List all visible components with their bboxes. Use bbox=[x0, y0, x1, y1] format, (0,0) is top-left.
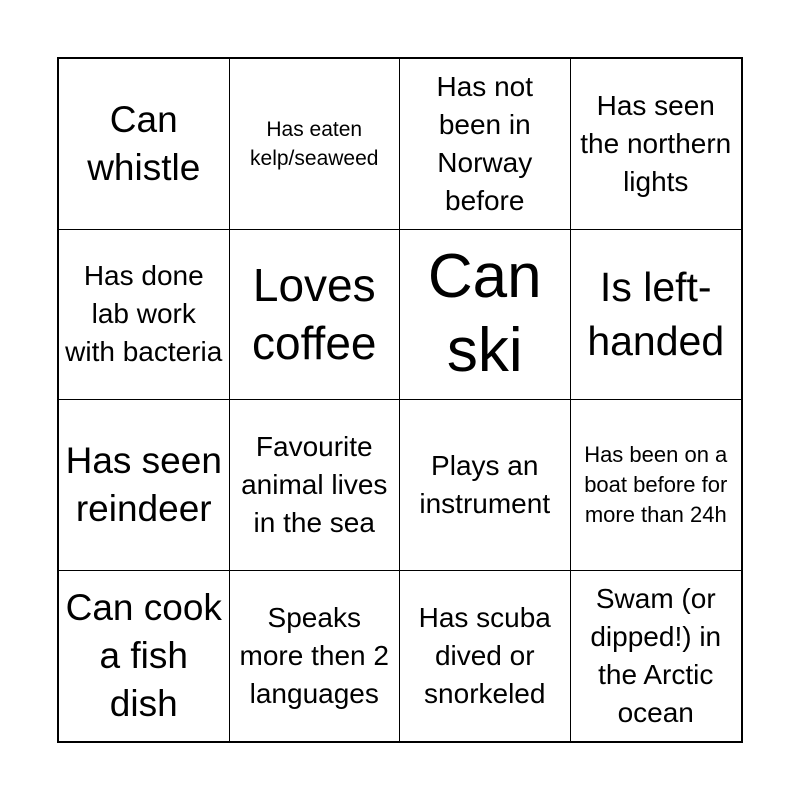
bingo-cell-text: Swam (or dipped!) in the Arctic ocean bbox=[590, 582, 722, 728]
bingo-board bbox=[57, 57, 743, 743]
bingo-cell[interactable] bbox=[230, 59, 401, 230]
bingo-cell-text: Speaks more then 2 languages bbox=[239, 601, 389, 709]
bingo-cell-text: Can cook a fish dish bbox=[65, 586, 222, 724]
bingo-cell[interactable] bbox=[400, 59, 571, 230]
bingo-cell-free[interactable] bbox=[400, 230, 571, 401]
bingo-cell-text: Has eaten kelp/seaweed bbox=[250, 117, 379, 170]
bingo-cell-text: Has seen the northern lights bbox=[580, 89, 732, 197]
bingo-cell[interactable] bbox=[571, 59, 742, 230]
bingo-cell-text: Is left-handed bbox=[587, 264, 725, 365]
bingo-cell-text: Has not been in Norway before bbox=[436, 70, 533, 216]
bingo-cell-text: Has scuba dived or snorkeled bbox=[418, 601, 551, 709]
bingo-cell-text: Loves coffee bbox=[252, 259, 377, 370]
bingo-cell[interactable] bbox=[59, 400, 230, 571]
bingo-cell-text: Plays an instrument bbox=[419, 449, 551, 519]
bingo-cell-text: Can ski bbox=[427, 242, 542, 386]
bingo-cell[interactable] bbox=[59, 59, 230, 230]
bingo-cell[interactable] bbox=[571, 230, 742, 401]
bingo-cell[interactable] bbox=[230, 230, 401, 401]
bingo-cell-text: Has done lab work with bacteria bbox=[65, 260, 223, 368]
bingo-cell-text: Favourite animal lives in the sea bbox=[241, 430, 388, 538]
bingo-cell-text: Has seen reindeer bbox=[65, 439, 222, 529]
bingo-cell-text: Has been on a boat before for more than 24h bbox=[584, 441, 728, 527]
bingo-cell[interactable] bbox=[59, 230, 230, 401]
bingo-cell[interactable] bbox=[400, 400, 571, 571]
bingo-cell[interactable] bbox=[400, 571, 571, 742]
bingo-cell[interactable] bbox=[571, 571, 742, 742]
bingo-cell-text: Can whistle bbox=[87, 98, 201, 188]
bingo-cell[interactable] bbox=[571, 400, 742, 571]
bingo-cell[interactable] bbox=[230, 400, 401, 571]
bingo-cell[interactable] bbox=[59, 571, 230, 742]
bingo-cell[interactable] bbox=[230, 571, 401, 742]
